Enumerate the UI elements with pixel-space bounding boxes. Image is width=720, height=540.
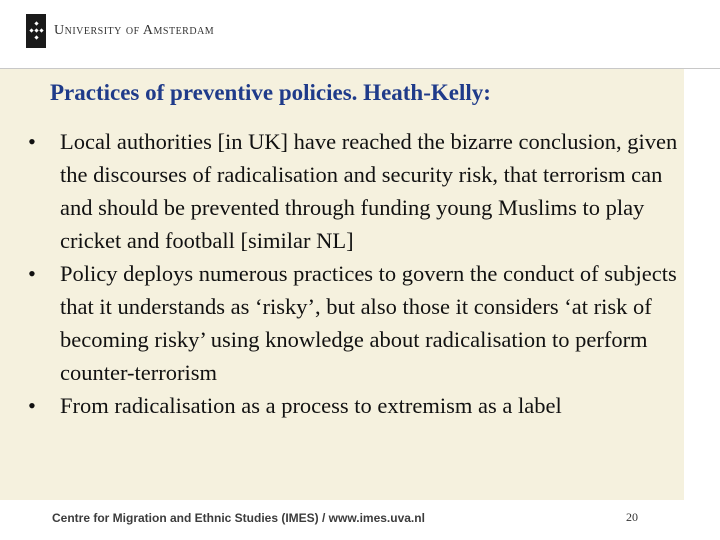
university-name: University of Amsterdam [54,23,215,38]
university-logo-icon [26,14,46,48]
bullet-item [28,257,678,389]
bullet-item [28,125,678,257]
slide-title: Practices of preventive policies. Heath-Kelly: [50,80,491,105]
header [0,0,720,68]
bullet-marker: • [28,129,36,154]
bullet-text: Policy deploys numerous practices to govern the conduct of subjects that it understands as ‘risky’, but also those it considers ‘at risk of becoming risky’ using knowledge about radicalisation to perform counter-terrorism [60,261,677,385]
bullet-item [28,389,678,422]
bullet-text: From radicalisation as a process to extremism as a label [60,393,562,418]
footer-label: Centre for Migration and Ethnic Studies (IMES) / www.imes.uva.nl [52,511,425,525]
bullet-marker: • [28,261,36,286]
bullet-list [28,125,678,422]
page-number: 20 [626,510,638,524]
bullet-marker: • [28,393,36,418]
bullet-text: Local authorities [in UK] have reached the bizarre conclusion, given the discourses of radicalisation and security risk, that terrorism can and should be prevented through funding young Muslims to play cricket and football [similar NL] [60,129,678,253]
